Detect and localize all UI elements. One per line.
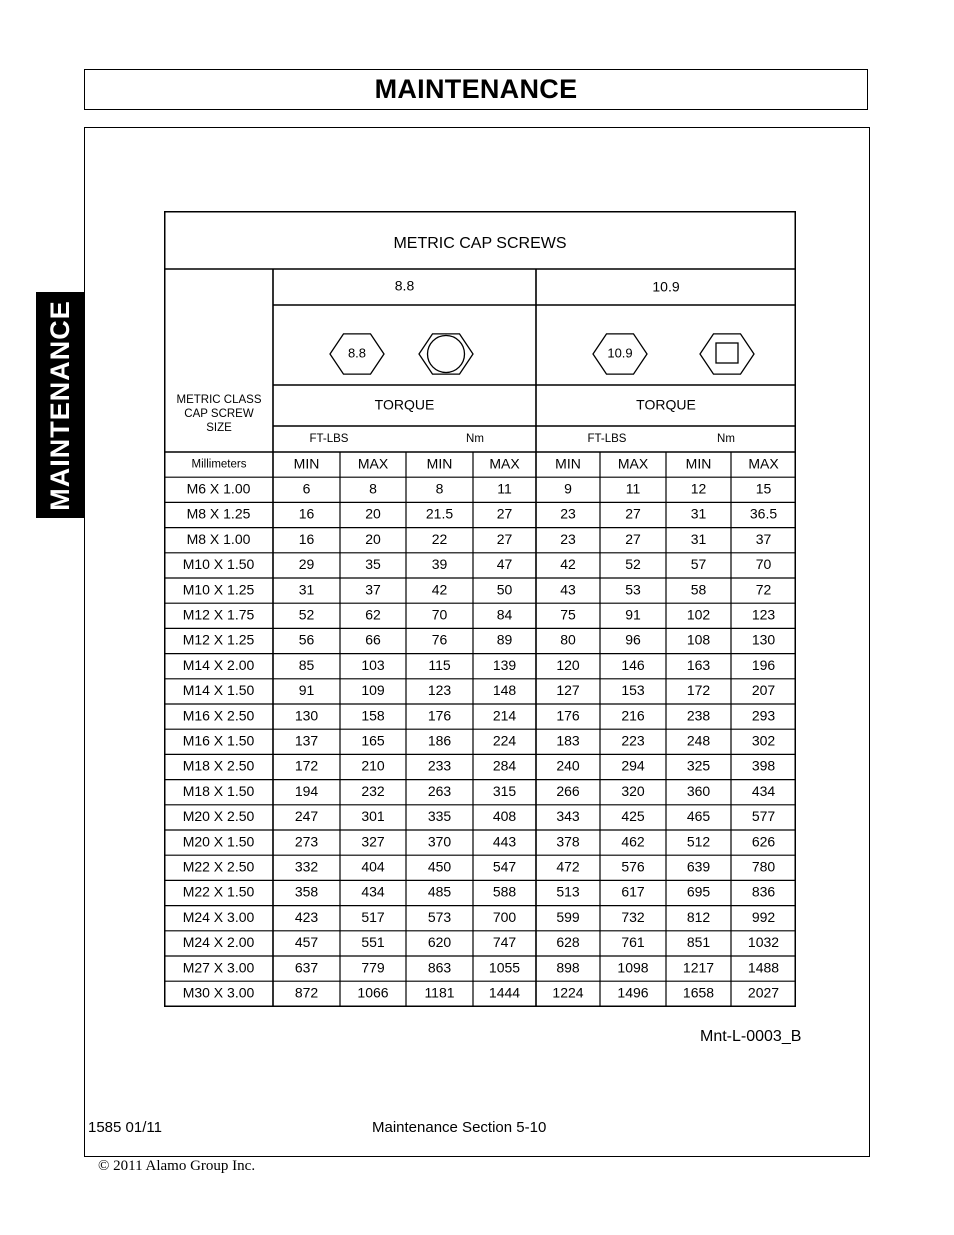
torque-value-cell: 20 [365, 530, 381, 547]
torque-value-cell: 16 [298, 530, 315, 547]
torque-value-cell: 58 [690, 581, 707, 598]
torque-value-cell: 8 [435, 480, 444, 497]
page-header [84, 69, 868, 110]
torque-value-cell: 84 [496, 606, 513, 623]
torque-value-cell: 358 [294, 883, 319, 900]
torque-value-cell: 23 [560, 530, 576, 547]
torque-value-cell: 263 [427, 782, 452, 799]
torque-value-cell: 76 [431, 631, 448, 648]
torque-value-cell: 27 [496, 505, 513, 522]
torque-value-cell: 1066 [357, 984, 389, 1001]
torque-value-cell: 462 [621, 833, 645, 850]
torque-value-cell: 148 [492, 682, 517, 699]
screw-size-cell: M12 X 1.75 [182, 606, 255, 623]
torque-value-cell: 639 [686, 858, 711, 875]
torque-value-cell: 1098 [617, 959, 649, 976]
torque-value-cell: 123 [427, 682, 452, 699]
torque-value-cell: 16 [298, 505, 315, 522]
footer-copyright: © 2011 Alamo Group Inc. [98, 1158, 256, 1174]
torque-value-cell: 360 [686, 782, 711, 799]
torque-value-cell: 992 [751, 908, 776, 925]
torque-value-cell: 176 [556, 707, 580, 724]
torque-value-cell: 443 [492, 833, 517, 850]
torque-value-cell: 85 [298, 656, 315, 673]
torque-value-cell: 109 [361, 682, 385, 699]
torque-value-cell: 637 [294, 959, 319, 976]
torque-value-cell: 284 [492, 757, 517, 774]
hex-head-10-9-label: 10.9 [607, 345, 633, 361]
torque-value-cell: 158 [361, 707, 385, 724]
torque-value-cell: 103 [361, 656, 385, 673]
torque-value-cell: 294 [621, 757, 645, 774]
figure-reference-code: Mnt-L-0003_B [700, 1028, 802, 1045]
torque-value-cell: 183 [556, 732, 580, 749]
torque-value-cell: 52 [298, 606, 315, 623]
torque-value-cell: 37 [365, 581, 381, 598]
metric-cap-screw-torque-table [164, 211, 796, 1007]
torque-value-cell: 12 [690, 480, 707, 497]
torque-value-cell: 325 [686, 757, 711, 774]
screw-size-cell: M27 X 3.00 [182, 959, 255, 976]
unit-nm-8-8: Nm [466, 433, 484, 446]
torque-value-cell: 1181 [424, 984, 455, 1001]
torque-value-cell: 21.5 [425, 505, 454, 522]
torque-value-cell: 11 [497, 480, 512, 497]
screw-size-cell: M18 X 2.50 [182, 757, 255, 774]
torque-value-cell: 836 [751, 883, 776, 900]
torque-value-cell: 1496 [617, 984, 649, 1001]
min-max-header: MIN [685, 455, 712, 472]
torque-value-cell: 1488 [747, 959, 780, 976]
torque-value-cell: 863 [427, 959, 452, 976]
torque-value-cell: 42 [560, 556, 576, 573]
torque-value-cell: 57 [690, 556, 707, 573]
torque-value-cell: 108 [686, 631, 711, 648]
torque-value-cell: 327 [361, 833, 385, 850]
torque-value-cell: 266 [556, 782, 580, 799]
torque-value-cell: 139 [492, 656, 517, 673]
torque-value-cell: 91 [298, 682, 315, 699]
torque-value-cell: 47 [496, 556, 513, 573]
torque-value-cell: 232 [361, 782, 385, 799]
torque-value-cell: 812 [686, 908, 711, 925]
torque-value-cell: 238 [686, 707, 711, 724]
torque-value-cell: 898 [556, 959, 580, 976]
torque-value-cell: 50 [496, 581, 513, 598]
torque-value-cell: 96 [625, 631, 641, 648]
torque-value-cell: 35 [365, 556, 381, 573]
torque-value-cell: 240 [556, 757, 580, 774]
screw-size-cell: M24 X 3.00 [182, 908, 255, 925]
torque-value-cell: 172 [686, 682, 711, 699]
min-max-header: MIN [555, 455, 581, 472]
torque-value-cell: 332 [294, 858, 319, 875]
torque-value-cell: 186 [427, 732, 452, 749]
torque-value-cell: 27 [496, 530, 513, 547]
torque-value-cell: 70 [755, 556, 772, 573]
screw-size-cell: M14 X 2.00 [182, 656, 255, 673]
torque-value-cell: 15 [755, 480, 772, 497]
torque-value-cell: 2027 [747, 984, 780, 1001]
unit-ftlbs-10-9: FT-LBS [587, 433, 627, 446]
torque-value-cell: 248 [686, 732, 711, 749]
torque-value-cell: 465 [686, 808, 711, 825]
min-max-header: MAX [617, 455, 649, 472]
torque-value-cell: 146 [621, 656, 645, 673]
torque-value-cell: 130 [751, 631, 776, 648]
torque-value-cell: 216 [621, 707, 645, 724]
torque-value-cell: 513 [556, 883, 580, 900]
torque-value-cell: 628 [556, 934, 580, 951]
torque-value-cell: 137 [294, 732, 319, 749]
millimeters-header: Millimeters [191, 458, 247, 471]
torque-value-cell: 320 [621, 782, 645, 799]
footer-section: Maintenance Section 5-10 [372, 1119, 547, 1136]
torque-value-cell: 1055 [488, 959, 521, 976]
table-title: METRIC CAP SCREWS [393, 235, 567, 253]
torque-value-cell: 457 [294, 934, 319, 951]
screw-size-cell: M8 X 1.25 [186, 505, 251, 522]
torque-value-cell: 29 [298, 556, 315, 573]
torque-value-cell: 472 [556, 858, 580, 875]
torque-value-cell: 423 [294, 908, 319, 925]
socket-round-8-8-icon [428, 336, 465, 373]
torque-value-cell: 370 [427, 833, 452, 850]
torque-value-cell: 153 [621, 682, 645, 699]
torque-value-cell: 70 [431, 606, 448, 623]
torque-value-cell: 9 [564, 480, 572, 497]
torque-value-cell: 780 [751, 858, 776, 875]
screw-size-cell: M16 X 1.50 [182, 732, 255, 749]
torque-value-cell: 577 [751, 808, 776, 825]
torque-value-cell: 115 [428, 656, 451, 673]
torque-value-cell: 27 [625, 505, 641, 522]
torque-value-cell: 52 [625, 556, 641, 573]
screw-size-cell: M6 X 1.00 [186, 480, 251, 497]
hex-head-8-8-label: 8.8 [347, 345, 367, 361]
torque-value-cell: 89 [496, 631, 513, 648]
torque-value-cell: 196 [751, 656, 776, 673]
screw-size-cell: M30 X 3.00 [182, 984, 255, 1001]
screw-size-cell: M16 X 2.50 [182, 707, 255, 724]
torque-value-cell: 8 [369, 480, 377, 497]
torque-value-cell: 22 [431, 530, 448, 547]
torque-value-cell: 224 [492, 732, 517, 749]
torque-value-cell: 617 [621, 883, 645, 900]
torque-value-cell: 36.5 [749, 505, 778, 522]
torque-value-cell: 293 [751, 707, 776, 724]
screw-size-cell: M20 X 2.50 [182, 808, 255, 825]
min-max-header: MAX [748, 455, 779, 472]
torque-value-cell: 163 [686, 656, 711, 673]
screw-size-cell: M24 X 2.00 [182, 934, 255, 951]
socket-square-10-9-icon [716, 343, 738, 363]
torque-value-cell: 512 [686, 833, 711, 850]
screw-size-cell: M10 X 1.50 [182, 556, 255, 573]
torque-value-cell: 11 [625, 480, 641, 497]
torque-value-cell: 23 [560, 505, 576, 522]
torque-value-cell: 302 [751, 732, 776, 749]
torque-value-cell: 404 [361, 858, 385, 875]
footer-model-date: 1585 01/11 [88, 1119, 162, 1136]
torque-value-cell: 214 [492, 707, 517, 724]
torque-value-cell: 599 [556, 908, 580, 925]
torque-value-cell: 1444 [488, 984, 521, 1001]
torque-value-cell: 194 [294, 782, 319, 799]
torque-value-cell: 91 [625, 606, 641, 623]
torque-value-cell: 6 [302, 480, 311, 497]
torque-value-cell: 120 [556, 656, 580, 673]
torque-value-cell: 27 [625, 530, 641, 547]
torque-value-cell: 425 [621, 808, 645, 825]
torque-value-cell: 485 [427, 883, 452, 900]
torque-value-cell: 31 [690, 505, 707, 522]
torque-value-cell: 66 [365, 631, 381, 648]
torque-value-cell: 223 [621, 732, 645, 749]
torque-value-cell: 127 [556, 682, 580, 699]
torque-value-cell: 56 [298, 631, 315, 648]
torque-value-cell: 273 [294, 833, 319, 850]
torque-value-cell: 233 [427, 757, 452, 774]
torque-value-cell: 761 [621, 934, 645, 951]
min-max-header: MIN [293, 455, 320, 472]
torque-value-cell: 80 [560, 631, 576, 648]
torque-value-cell: 1032 [747, 934, 780, 951]
screw-size-cell: M10 X 1.25 [182, 581, 255, 598]
torque-value-cell: 53 [625, 581, 641, 598]
socket-head-10-9-icon [700, 334, 754, 374]
torque-value-cell: 732 [621, 908, 645, 925]
torque-value-cell: 851 [686, 934, 711, 951]
torque-value-cell: 700 [492, 908, 517, 925]
torque-value-cell: 434 [751, 782, 776, 799]
torque-value-cell: 207 [751, 682, 776, 699]
torque-value-cell: 301 [361, 808, 385, 825]
screw-size-cell: M14 X 1.50 [182, 682, 255, 699]
torque-value-cell: 1217 [682, 959, 715, 976]
torque-value-cell: 72 [755, 581, 772, 598]
torque-value-cell: 31 [690, 530, 707, 547]
torque-value-cell: 62 [365, 606, 381, 623]
torque-value-cell: 42 [431, 581, 448, 598]
screw-size-cell: M12 X 1.25 [182, 631, 255, 648]
torque-label-10-9: TORQUE [636, 396, 696, 413]
grade-label-8-8: 8.8 [394, 277, 415, 294]
torque-value-cell: 398 [751, 757, 776, 774]
torque-value-cell: 779 [361, 959, 385, 976]
torque-value-cell: 517 [361, 908, 385, 925]
torque-value-cell: 434 [361, 883, 385, 900]
torque-value-cell: 547 [492, 858, 517, 875]
torque-value-cell: 1224 [552, 984, 584, 1001]
torque-value-cell: 1658 [682, 984, 715, 1001]
torque-value-cell: 123 [751, 606, 776, 623]
torque-value-cell: 551 [361, 934, 385, 951]
torque-value-cell: 130 [294, 707, 319, 724]
torque-value-cell: 31 [298, 581, 315, 598]
torque-table-svg [164, 211, 796, 1007]
unit-nm-10-9: Nm [717, 433, 735, 446]
torque-value-cell: 872 [294, 984, 319, 1001]
screw-size-cell: M8 X 1.00 [186, 530, 251, 547]
torque-value-cell: 210 [361, 757, 385, 774]
screw-size-cell: M18 X 1.50 [182, 782, 255, 799]
torque-value-cell: 335 [427, 808, 452, 825]
screw-size-cell: M22 X 1.50 [182, 883, 255, 900]
torque-value-cell: 576 [621, 858, 645, 875]
torque-value-cell: 43 [560, 581, 576, 598]
torque-value-cell: 315 [492, 782, 517, 799]
metric-class-header-line: SIZE [206, 422, 232, 435]
torque-value-cell: 695 [686, 883, 711, 900]
torque-value-cell: 165 [361, 732, 385, 749]
section-side-tab-label: MAINTENANCE [45, 299, 75, 511]
torque-value-cell: 75 [560, 606, 576, 623]
torque-value-cell: 378 [556, 833, 580, 850]
torque-value-cell: 747 [492, 934, 517, 951]
page-title: MAINTENANCE [374, 74, 578, 104]
min-max-header: MIN [426, 455, 453, 472]
torque-value-cell: 176 [427, 707, 452, 724]
torque-value-cell: 102 [686, 606, 711, 623]
grade-label-10-9: 10.9 [652, 278, 680, 295]
torque-value-cell: 626 [751, 833, 776, 850]
torque-value-cell: 450 [427, 858, 452, 875]
torque-value-cell: 39 [431, 556, 448, 573]
screw-size-cell: M22 X 2.50 [182, 858, 255, 875]
torque-value-cell: 172 [294, 757, 319, 774]
torque-value-cell: 37 [755, 530, 772, 547]
torque-value-cell: 20 [365, 505, 381, 522]
min-max-header: MAX [357, 455, 389, 472]
torque-value-cell: 588 [492, 883, 517, 900]
torque-value-cell: 620 [427, 934, 452, 951]
screw-size-cell: M20 X 1.50 [182, 833, 255, 850]
section-side-tab [36, 292, 85, 518]
min-max-header: MAX [489, 455, 520, 472]
metric-class-header-line: CAP SCREW [184, 408, 254, 421]
metric-class-header-line: METRIC CLASS [176, 394, 262, 407]
torque-value-cell: 343 [556, 808, 580, 825]
torque-value-cell: 408 [492, 808, 517, 825]
torque-label-8-8: TORQUE [374, 396, 435, 413]
torque-value-cell: 573 [427, 908, 452, 925]
torque-value-cell: 247 [294, 808, 319, 825]
unit-ftlbs-8-8: FT-LBS [309, 433, 349, 446]
